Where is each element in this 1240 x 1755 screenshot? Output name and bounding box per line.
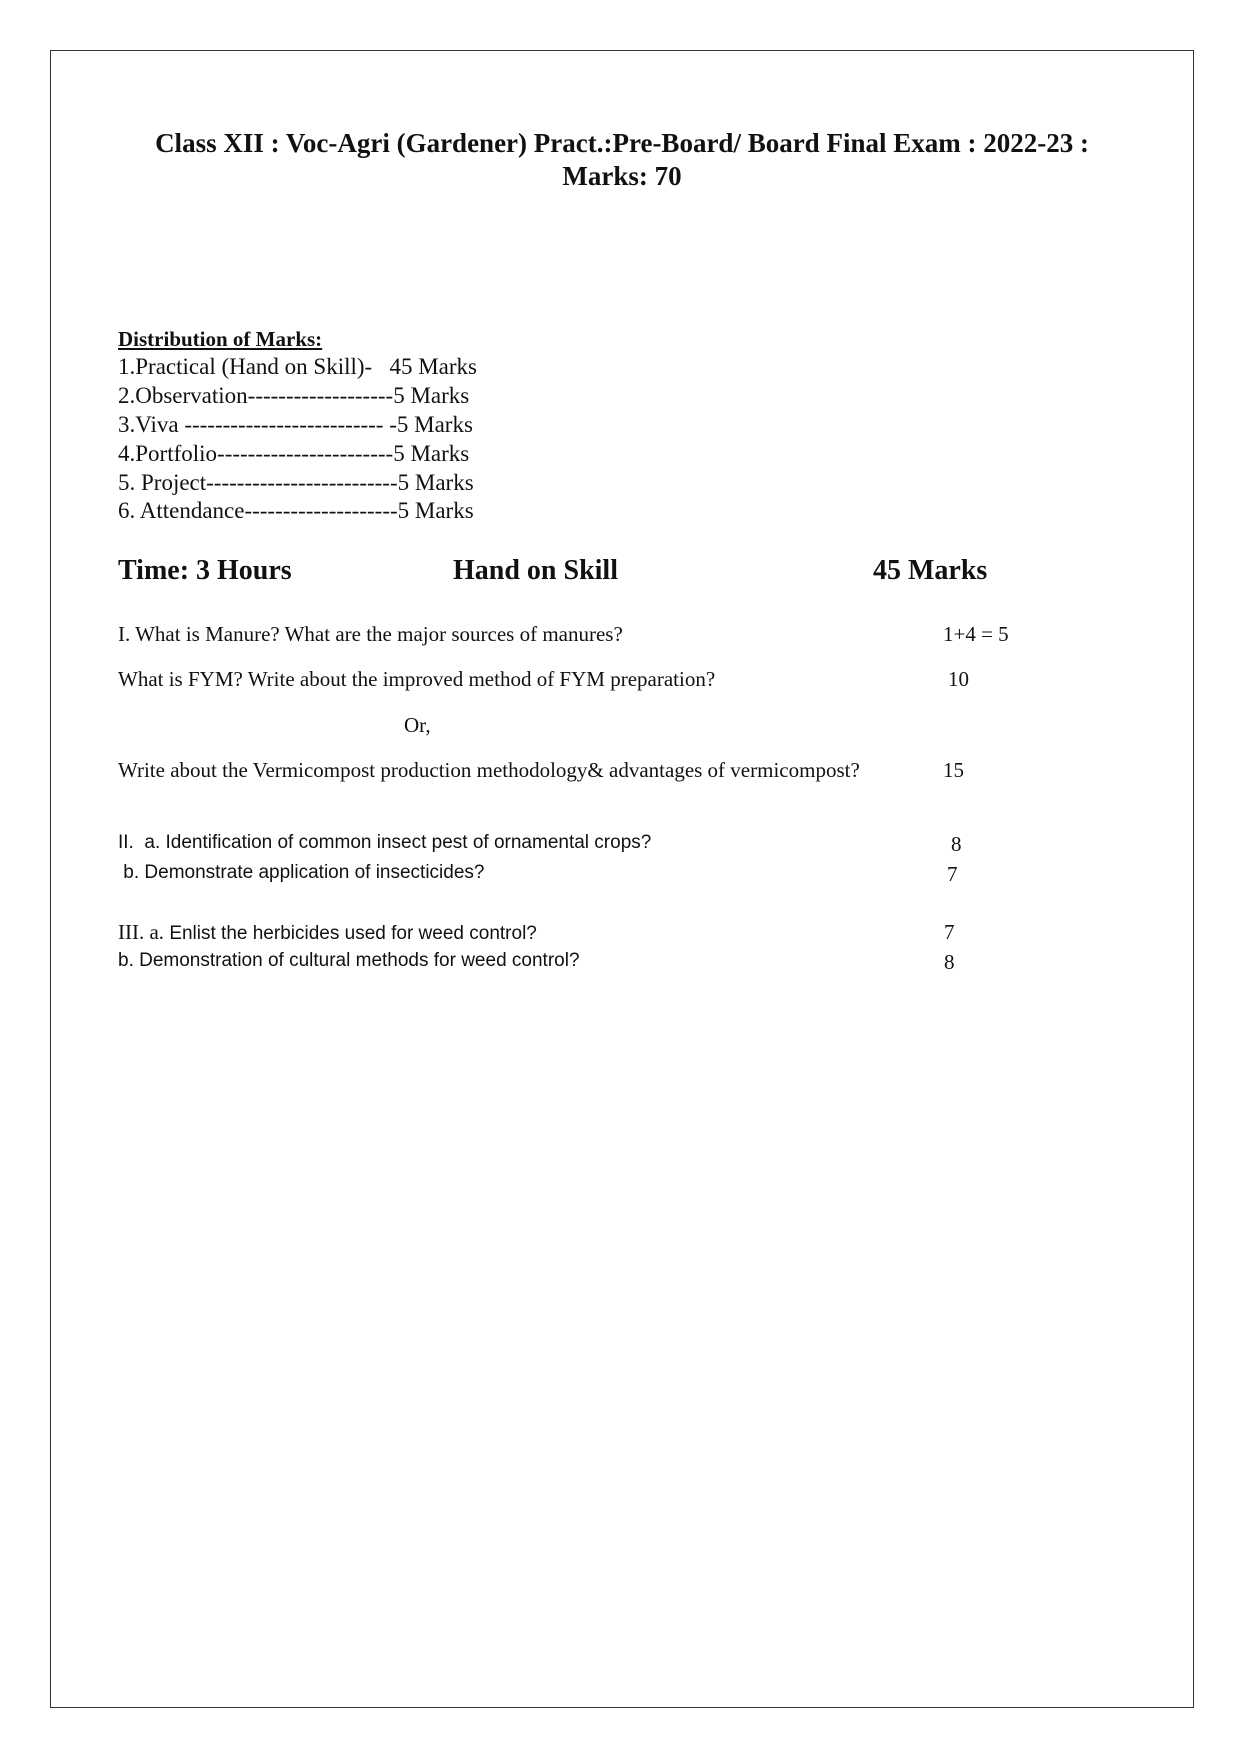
- question-1b-marks: 10: [948, 667, 969, 691]
- section-label: Hand on Skill: [453, 555, 618, 586]
- question-3a-marks: 7: [944, 920, 955, 944]
- question-2a-marks: 8: [951, 832, 962, 856]
- question-1c-marks: 15: [943, 758, 964, 782]
- question-2a-text: II. a. Identification of common insect pest of ornamental crops?: [118, 832, 652, 853]
- section-marks-label: 45 Marks: [873, 555, 988, 586]
- question-3a-prefix: III. a.: [118, 920, 170, 944]
- distribution-item-practical: 1.Practical (Hand on Skill)- 45 Marks: [118, 354, 477, 379]
- distribution-item-portfolio: 4.Portfolio-----------------------5 Marks: [118, 441, 470, 466]
- distribution-item-project: 5. Project-------------------------5 Marks: [118, 470, 474, 495]
- question-2b-text: b. Demonstrate application of insecticides?: [118, 862, 485, 883]
- question-2b-marks: 7: [947, 862, 958, 886]
- exam-title-line-2: Marks: 70: [562, 161, 682, 191]
- question-3a-text: Enlist the herbicides used for weed control?: [169, 923, 537, 944]
- distribution-item-observation: 2.Observation-------------------5 Marks: [118, 383, 470, 408]
- question-1-marks: 1+4 = 5: [943, 622, 1009, 646]
- question-1b-text: What is FYM? Write about the improved method of FYM preparation?: [118, 667, 716, 691]
- time-label: Time: 3 Hours: [118, 555, 292, 586]
- or-separator: Or,: [404, 713, 431, 737]
- distribution-item-viva: 3.Viva -------------------------- -5 Marks: [118, 412, 473, 437]
- exam-title-line-1: Class XII : Voc-Agri (Gardener) Pract.:Pre-Board/ Board Final Exam : 2022-23 :: [155, 128, 1089, 158]
- question-3a: [118, 920, 537, 945]
- question-1c-text: Write about the Vermicompost production methodology& advantages of vermicompost?: [118, 758, 860, 782]
- question-1-text: I. What is Manure? What are the major sources of manures?: [118, 622, 623, 646]
- distribution-heading: Distribution of Marks:: [118, 327, 323, 351]
- distribution-item-attendance: 6. Attendance--------------------5 Marks: [118, 498, 474, 523]
- question-3b-text: b. Demonstration of cultural methods for weed control?: [118, 950, 580, 971]
- question-3b-marks: 8: [944, 950, 955, 974]
